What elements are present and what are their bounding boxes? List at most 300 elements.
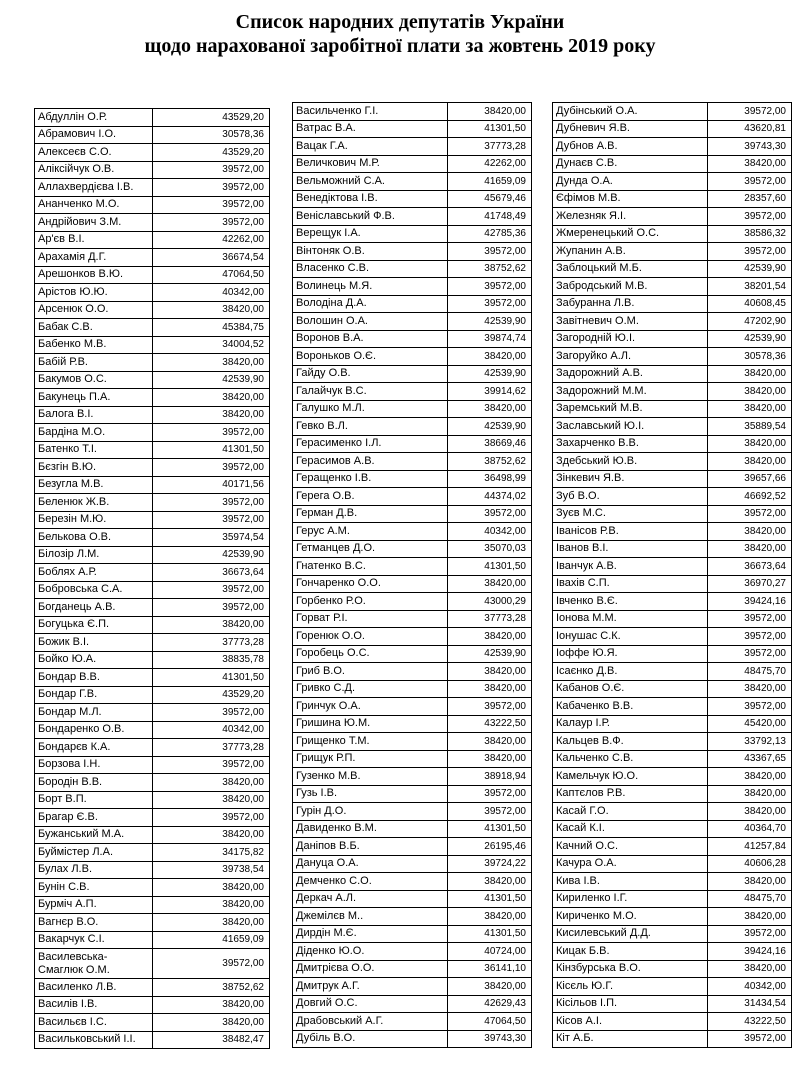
salary-amount: 43222,50 — [448, 715, 532, 733]
table-row — [293, 225, 532, 243]
deputy-name: Гривко С.Д. — [293, 680, 448, 698]
page-subtitle: щодо нарахованої заробітної плати за жовтень 2019 року — [144, 35, 656, 57]
table-row — [293, 435, 532, 453]
salary-amount: 40342,00 — [448, 523, 532, 541]
table-row — [553, 453, 792, 471]
salary-amount: 42539,90 — [448, 313, 532, 331]
table-row — [553, 208, 792, 226]
deputy-name: Горбенко Р.О. — [293, 593, 448, 611]
table-row — [553, 138, 792, 156]
deputy-name: Ісаєнко Д.В. — [553, 663, 708, 681]
table-row — [553, 803, 792, 821]
deputy-name: Забродський М.В. — [553, 278, 708, 296]
deputy-name: Даніпов В.Б. — [293, 838, 448, 856]
deputy-name: Єфімов М.В. — [553, 190, 708, 208]
table-row — [293, 313, 532, 331]
deputy-name: Драбовський А.Г. — [293, 1013, 448, 1031]
table-row — [293, 820, 532, 838]
salary-amount: 36141,10 — [448, 960, 532, 978]
table-row — [553, 908, 792, 926]
table-row — [553, 873, 792, 891]
table-row — [293, 645, 532, 663]
table-row — [553, 593, 792, 611]
table-row — [35, 564, 270, 582]
deputy-name: Кіт А.Б. — [553, 1030, 708, 1048]
salary-amount: 34004,52 — [152, 336, 270, 354]
deputy-name: Дмитрук А.Г. — [293, 978, 448, 996]
table-row — [293, 575, 532, 593]
deputy-name: Заславський Ю.І. — [553, 418, 708, 436]
salary-amount: 48475,70 — [708, 890, 792, 908]
salary-amount: 43529,20 — [152, 144, 270, 162]
salary-amount: 39572,00 — [708, 1030, 792, 1048]
salary-amount: 41301,50 — [448, 558, 532, 576]
table-row — [293, 960, 532, 978]
table-row — [293, 715, 532, 733]
salary-amount: 38420,00 — [152, 616, 270, 634]
salary-amount: 38420,00 — [708, 435, 792, 453]
deputy-name: Жмеренецький О.С. — [553, 225, 708, 243]
deputy-name: Аліксійчук О.В. — [35, 161, 153, 179]
salary-amount: 43000,29 — [448, 593, 532, 611]
table-row — [293, 978, 532, 996]
table-row — [35, 231, 270, 249]
table-row — [293, 1013, 532, 1031]
deputy-name: Батенко Т.І. — [35, 441, 153, 459]
salary-amount: 39572,00 — [708, 505, 792, 523]
salary-amount: 47064,50 — [152, 266, 270, 284]
salary-amount: 39914,62 — [448, 383, 532, 401]
deputy-name: Василенко Л.В. — [35, 979, 153, 997]
table-row — [553, 260, 792, 278]
table-row — [35, 371, 270, 389]
deputy-name: Іонушас С.К. — [553, 628, 708, 646]
table-row — [553, 365, 792, 383]
table-row — [35, 634, 270, 652]
deputy-name: Касай Г.О. — [553, 803, 708, 821]
salary-amount: 30578,36 — [152, 126, 270, 144]
salary-amount: 38420,00 — [152, 301, 270, 319]
salary-amount: 39572,00 — [152, 494, 270, 512]
salary-amount: 39572,00 — [708, 628, 792, 646]
table-row — [293, 365, 532, 383]
table-row — [35, 996, 270, 1014]
salary-amount: 42629,43 — [448, 995, 532, 1013]
deputy-name: Верещук І.А. — [293, 225, 448, 243]
salary-amount: 39572,00 — [448, 243, 532, 261]
table-row — [35, 721, 270, 739]
salary-amount: 42262,00 — [448, 155, 532, 173]
deputy-name: Волинець М.Я. — [293, 278, 448, 296]
salary-amount: 38752,62 — [448, 260, 532, 278]
table-row — [553, 995, 792, 1013]
salary-amount: 40364,70 — [708, 820, 792, 838]
table-row — [293, 680, 532, 698]
salary-amount: 39743,30 — [448, 1030, 532, 1048]
deputy-name: Бондар Г.В. — [35, 686, 153, 704]
table-row — [293, 120, 532, 138]
table-row — [35, 616, 270, 634]
deputy-name: Вагнєр В.О. — [35, 914, 153, 932]
salary-amount: 42539,90 — [708, 260, 792, 278]
deputy-name: Бакумов О.С. — [35, 371, 153, 389]
deputy-name: Грищук Р.П. — [293, 750, 448, 768]
salary-amount: 38669,46 — [448, 435, 532, 453]
table-row — [553, 558, 792, 576]
table-row — [553, 418, 792, 436]
deputy-name: Дирдін М.Є. — [293, 925, 448, 943]
salary-amount: 39572,00 — [708, 208, 792, 226]
table-row — [35, 669, 270, 687]
deputy-name: Бондар В.В. — [35, 669, 153, 687]
deputy-name: Бунін С.В. — [35, 879, 153, 897]
deputy-name: Герасимов А.В. — [293, 453, 448, 471]
table-row — [35, 861, 270, 879]
table-row — [293, 348, 532, 366]
salary-amount: 42785,36 — [448, 225, 532, 243]
salary-amount: 47202,90 — [708, 313, 792, 331]
salary-amount: 40606,28 — [708, 855, 792, 873]
table-row — [35, 249, 270, 267]
deputy-name: Іванчук А.В. — [553, 558, 708, 576]
table-row — [293, 260, 532, 278]
table-row — [35, 704, 270, 722]
deputy-name: Бабій Р.В. — [35, 354, 153, 372]
salary-amount: 38420,00 — [448, 733, 532, 751]
deputy-name: Василів І.В. — [35, 996, 153, 1014]
table-row — [35, 581, 270, 599]
salary-amount: 38482,47 — [152, 1031, 270, 1049]
table-row — [553, 645, 792, 663]
salary-amount: 38420,00 — [448, 750, 532, 768]
deputy-name: Березін М.Ю. — [35, 511, 153, 529]
table-row — [293, 908, 532, 926]
deputy-name: Зінкевич Я.В. — [553, 470, 708, 488]
salary-amount: 39572,00 — [708, 610, 792, 628]
deputy-name: Забуранна Л.В. — [553, 295, 708, 313]
deputy-name: Горенюк О.О. — [293, 628, 448, 646]
salary-amount: 39874,74 — [448, 330, 532, 348]
table-row — [35, 126, 270, 144]
table-row — [35, 844, 270, 862]
salary-amount: 38420,00 — [708, 908, 792, 926]
salary-amount: 35070,03 — [448, 540, 532, 558]
deputy-name: Ар'єв В.І. — [35, 231, 153, 249]
table-row — [293, 593, 532, 611]
table-row — [553, 925, 792, 943]
table-row — [35, 354, 270, 372]
salary-amount: 36673,64 — [152, 564, 270, 582]
salary-amount: 39572,00 — [152, 179, 270, 197]
salary-amount: 38420,00 — [152, 879, 270, 897]
deputy-name: Бакунець П.А. — [35, 389, 153, 407]
salary-amount: 38420,00 — [152, 1014, 270, 1032]
table-row — [293, 470, 532, 488]
salary-amount: 33792,13 — [708, 733, 792, 751]
salary-amount: 43620,81 — [708, 120, 792, 138]
salary-amount: 38420,00 — [448, 348, 532, 366]
salary-amount: 43367,65 — [708, 750, 792, 768]
salary-amount: 38420,00 — [708, 873, 792, 891]
deputy-name: Гевко В.Л. — [293, 418, 448, 436]
deputy-name: Бєзгін В.Ю. — [35, 459, 153, 477]
deputy-name: Дунаєв С.В. — [553, 155, 708, 173]
table-row — [553, 680, 792, 698]
deputy-name: Герега О.В. — [293, 488, 448, 506]
table-row — [35, 826, 270, 844]
salary-amount: 38420,00 — [708, 803, 792, 821]
deputy-name: Вакарчук С.І. — [35, 931, 153, 949]
deputy-name: Дубінський О.А. — [553, 103, 708, 121]
table-row — [553, 1030, 792, 1048]
table-row — [553, 978, 792, 996]
salary-amount: 38420,00 — [152, 791, 270, 809]
deputy-name: Герус А.М. — [293, 523, 448, 541]
deputy-name: Заремський М.В. — [553, 400, 708, 418]
deputy-name: Деркач А.Л. — [293, 890, 448, 908]
column-1 — [34, 102, 270, 1049]
deputy-name: Воронов В.А. — [293, 330, 448, 348]
salary-amount: 37773,28 — [448, 138, 532, 156]
salary-amount: 38420,00 — [708, 540, 792, 558]
deputy-name: Вельможний С.А. — [293, 173, 448, 191]
table-row — [35, 511, 270, 529]
table-row — [553, 715, 792, 733]
table-row — [553, 295, 792, 313]
table-row — [293, 768, 532, 786]
deputy-name: Вінтоняк О.В. — [293, 243, 448, 261]
salary-amount: 43529,20 — [152, 686, 270, 704]
table-row — [293, 803, 532, 821]
table-row — [293, 1030, 532, 1048]
salary-amount: 42539,90 — [448, 418, 532, 436]
salary-amount: 38835,78 — [152, 651, 270, 669]
table-row — [553, 523, 792, 541]
deputy-name: Івахів С.П. — [553, 575, 708, 593]
salary-amount: 39572,00 — [448, 505, 532, 523]
salary-amount: 28357,60 — [708, 190, 792, 208]
deputy-name: Кабаченко В.В. — [553, 698, 708, 716]
salary-amount: 43222,50 — [708, 1013, 792, 1031]
deputy-name: Андрійович З.М. — [35, 214, 153, 232]
deputy-name: Дубнов А.В. — [553, 138, 708, 156]
table-row — [553, 943, 792, 961]
table-row — [553, 470, 792, 488]
table-row — [553, 855, 792, 873]
table-row — [553, 400, 792, 418]
deputy-name: Боблях А.Р. — [35, 564, 153, 582]
table-row — [553, 960, 792, 978]
salary-amount: 38420,00 — [152, 774, 270, 792]
table-row — [35, 284, 270, 302]
deputy-name: Дубіль В.О. — [293, 1030, 448, 1048]
table-row — [553, 120, 792, 138]
salary-amount: 46692,52 — [708, 488, 792, 506]
deputy-name: Васильковський І.І. — [35, 1031, 153, 1049]
deputy-name: Гриб В.О. — [293, 663, 448, 681]
table-row — [293, 628, 532, 646]
deputy-name: Зуб В.О. — [553, 488, 708, 506]
salary-amount: 39572,00 — [448, 698, 532, 716]
deputy-name: Железняк Я.І. — [553, 208, 708, 226]
table-row — [35, 494, 270, 512]
table-row — [35, 979, 270, 997]
salary-amount: 39572,00 — [448, 785, 532, 803]
salary-amount: 38586,32 — [708, 225, 792, 243]
deputy-name: Вороньков О.Є. — [293, 348, 448, 366]
salary-amount: 39424,16 — [708, 943, 792, 961]
deputy-name: Гнатенко В.С. — [293, 558, 448, 576]
salary-amount: 43529,20 — [152, 109, 270, 127]
table-row — [35, 301, 270, 319]
table-row — [35, 1031, 270, 1049]
deputy-name: Величкович М.Р. — [293, 155, 448, 173]
table-row — [293, 733, 532, 751]
deputy-name: Кінзбурська В.О. — [553, 960, 708, 978]
deputy-name: Бобровська С.А. — [35, 581, 153, 599]
salary-amount: 36498,99 — [448, 470, 532, 488]
salary-amount: 36970,27 — [708, 575, 792, 593]
table-row — [553, 890, 792, 908]
table-row — [293, 995, 532, 1013]
table-row — [553, 435, 792, 453]
salary-amount: 42539,90 — [448, 365, 532, 383]
table-row — [553, 155, 792, 173]
salary-amount: 47064,50 — [448, 1013, 532, 1031]
salary-amount: 38420,00 — [708, 523, 792, 541]
salary-amount: 39572,00 — [152, 809, 270, 827]
salary-amount: 30578,36 — [708, 348, 792, 366]
salary-amount: 26195,46 — [448, 838, 532, 856]
salary-amount: 38420,00 — [448, 873, 532, 891]
salary-amount: 41659,09 — [152, 931, 270, 949]
salary-amount: 39572,00 — [152, 704, 270, 722]
table-row — [293, 558, 532, 576]
deputy-name: Беленюк Ж.В. — [35, 494, 153, 512]
deputy-name: Гончаренко О.О. — [293, 575, 448, 593]
table-row — [293, 453, 532, 471]
salary-amount: 41301,50 — [448, 120, 532, 138]
deputy-name: Дануца О.А. — [293, 855, 448, 873]
deputy-name: Білозір Л.М. — [35, 546, 153, 564]
deputy-name: Гринчук О.А. — [293, 698, 448, 716]
salary-amount: 38420,00 — [152, 996, 270, 1014]
deputy-name: Задорожний М.М. — [553, 383, 708, 401]
table-row — [553, 103, 792, 121]
table-row — [553, 488, 792, 506]
table-row — [293, 523, 532, 541]
table-row — [293, 138, 532, 156]
deputy-name: Гузенко М.В. — [293, 768, 448, 786]
deputy-name: Брагар Є.В. — [35, 809, 153, 827]
deputy-name: Кабанов О.Є. — [553, 680, 708, 698]
table-row — [293, 208, 532, 226]
deputy-name: Арешонков В.Ю. — [35, 266, 153, 284]
deputy-name: Здебський Ю.В. — [553, 453, 708, 471]
table-row — [293, 330, 532, 348]
table-row — [35, 774, 270, 792]
table-row — [553, 838, 792, 856]
salary-amount: 39572,00 — [708, 243, 792, 261]
salary-amount: 38420,00 — [708, 768, 792, 786]
table-row — [35, 914, 270, 932]
table-row — [293, 540, 532, 558]
deputy-name: Загоруйко А.Л. — [553, 348, 708, 366]
deputy-name: Волошин О.А. — [293, 313, 448, 331]
deputy-name: Качний О.С. — [553, 838, 708, 856]
deputy-name: Алексеєв С.О. — [35, 144, 153, 162]
table-row — [35, 476, 270, 494]
salary-amount: 48475,70 — [708, 663, 792, 681]
salary-amount: 37773,28 — [152, 739, 270, 757]
table-row — [293, 663, 532, 681]
table-row — [293, 873, 532, 891]
deputy-name: Венедіктова І.В. — [293, 190, 448, 208]
table-row — [553, 540, 792, 558]
salary-amount: 34175,82 — [152, 844, 270, 862]
salary-amount: 38420,00 — [152, 896, 270, 914]
deputy-name: Іоффе Ю.Я. — [553, 645, 708, 663]
deputy-name: Бородін В.В. — [35, 774, 153, 792]
table-row — [553, 698, 792, 716]
table-row — [35, 109, 270, 127]
salary-amount: 41301,50 — [448, 820, 532, 838]
salary-amount: 38752,62 — [152, 979, 270, 997]
table-row — [35, 686, 270, 704]
salary-amount: 39572,00 — [152, 424, 270, 442]
deputy-name: Бурміч А.П. — [35, 896, 153, 914]
salary-amount: 39572,00 — [152, 599, 270, 617]
deputy-name: Безугла М.В. — [35, 476, 153, 494]
salary-amount: 38420,00 — [152, 826, 270, 844]
table-row — [35, 424, 270, 442]
deputy-name: Божик В.І. — [35, 634, 153, 652]
table-row — [293, 943, 532, 961]
table-row — [293, 750, 532, 768]
table-row — [293, 855, 532, 873]
salary-amount: 40342,00 — [152, 284, 270, 302]
salary-amount: 39572,00 — [448, 295, 532, 313]
salary-amount: 35974,54 — [152, 529, 270, 547]
salary-amount: 38420,00 — [708, 453, 792, 471]
salary-amount: 37773,28 — [448, 610, 532, 628]
salary-amount: 37773,28 — [152, 634, 270, 652]
deputy-name: Вацак Г.А. — [293, 138, 448, 156]
deputy-name: Герасименко І.Л. — [293, 435, 448, 453]
deputy-name: Булах Л.В. — [35, 861, 153, 879]
table-row — [35, 266, 270, 284]
salary-amount: 39572,00 — [152, 196, 270, 214]
deputy-name: Галайчук В.С. — [293, 383, 448, 401]
table-row — [35, 406, 270, 424]
deputy-name: Володіна Д.А. — [293, 295, 448, 313]
table-row — [35, 214, 270, 232]
column-3 — [552, 102, 788, 1048]
deputy-name: Борзова І.Н. — [35, 756, 153, 774]
table-row — [293, 295, 532, 313]
page-title: Список народних депутатів України — [235, 11, 565, 33]
deputy-name: Джемілєв М.. — [293, 908, 448, 926]
salary-amount: 41748,49 — [448, 208, 532, 226]
deputy-name: Бондар М.Л. — [35, 704, 153, 722]
salary-amount: 38420,00 — [708, 400, 792, 418]
deputy-name: Белькова О.В. — [35, 529, 153, 547]
deputy-name: Власенко С.В. — [293, 260, 448, 278]
table-row — [35, 459, 270, 477]
table-row — [35, 546, 270, 564]
table-row — [35, 389, 270, 407]
deputy-name: Гузь І.В. — [293, 785, 448, 803]
